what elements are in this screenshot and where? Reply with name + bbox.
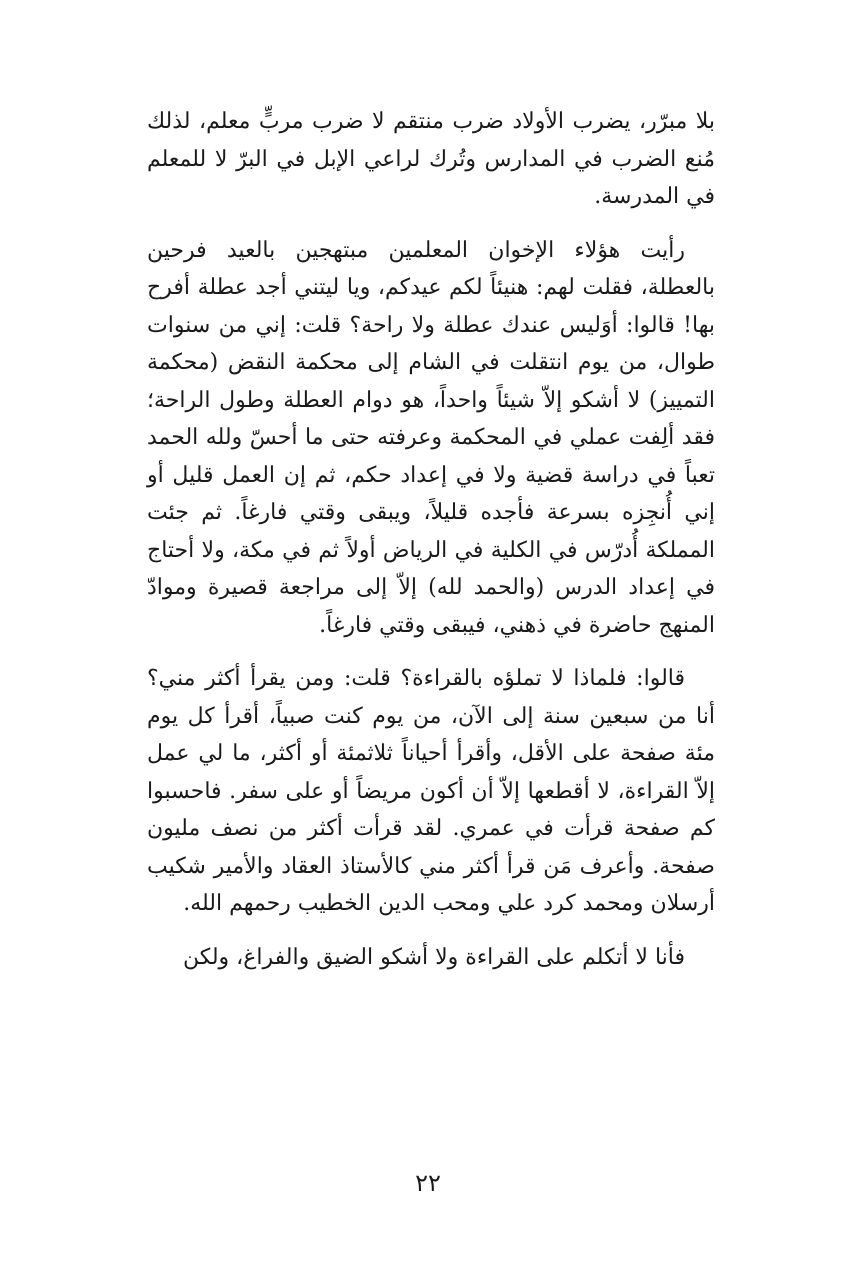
paragraph-2: رأيت هؤلاء الإخوان المعلمين مبتهجين بالعيد فرحين بالعطلة، فقلت لهم: هنيئاً لكم عيدكم، ويا ليتني أجد عطلة أفرح بها! قالوا: أوَليس عندك عطلة ولا راحة؟ قلت: إني من سنوات طوال، من يوم انتقلت في الشام إلى محكمة النقض (محكمة التمييز) لا أشكو إلاّ شيئاً واحداً، هو دوام العطلة وطول الراحة؛ فقد ألِفت عملي في المحكمة وعرفته حتى ما أحسّ ولله الحمد تعباً في دراسة قضية ولا في إعداد حكم، ثم إن العمل قليل أو إني أُنجِزه بسرعة فأجده قليلاً، ويبقى وقتي فارغاً. ثم جئت المملكة أُدرّس في الكلية في الرياض أولاً ثم في مكة، ولا أحتاج في إعداد الدرس (والحمد لله) إلاّ إلى مراجعة قصيرة وموادّ المنهج حاضرة في ذهني، فيبقى وقتي فارغاً. (147, 237, 716, 638)
paragraph-4: فأنا لا أتكلم على القراءة ولا أشكو الضيق والفراغ، ولكن (182, 944, 685, 970)
paragraph-3: قالوا: فلماذا لا تملؤه بالقراءة؟ قلت: ومن يقرأ أكثر مني؟ أنا من سبعين سنة إلى الآن، من يوم كنت صبياً، أقرأ كل يوم مئة صفحة على الأقل، وأقرأ أحياناً ثلاثمئة أو أكثر، ما لي عمل إلاّ القراءة، لا أقطعها إلاّ أن أكون مريضاً أو على سفر. فاحسبوا كم صفحة قرأت في عمري. لقد قرأت أكثر من نصف مليون صفحة. وأعرف مَن قرأ أكثر مني كالأستاذ العقاد والأمير شكيب أرسلان ومحمد كرد علي ومحب الدين الخطيب رحمهم الله. (147, 666, 715, 916)
body-text (147, 103, 715, 992)
page-number: ٢٢ (415, 1169, 441, 1197)
paragraph-1: بلا مبرّر، يضرب الأولاد ضرب منتقم لا ضرب مربٍّ معلم، لذلك مُنع الضرب في المدارس وتُرك لراعي الإبل في البرّ لا للمعلم في المدرسة. (147, 109, 715, 209)
